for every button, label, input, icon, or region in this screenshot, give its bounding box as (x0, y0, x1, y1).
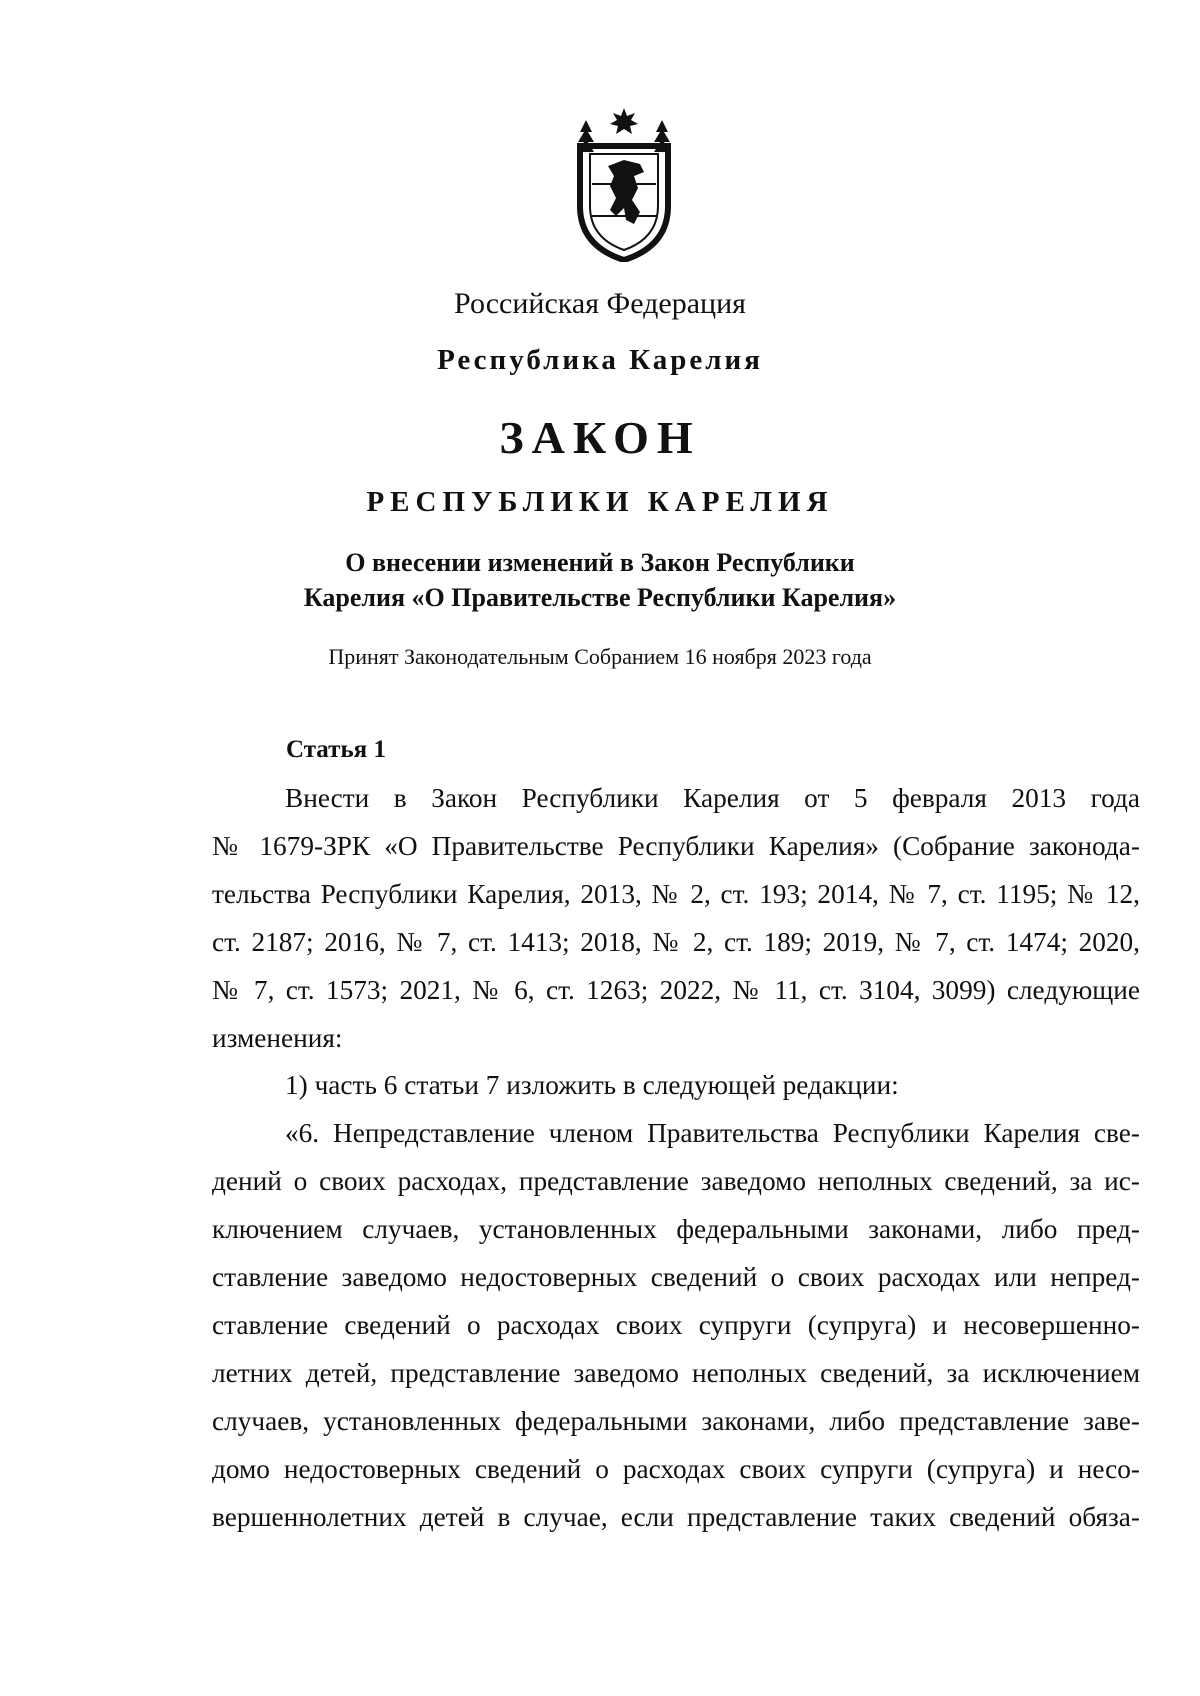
body-line: изменения: (212, 1022, 343, 1053)
coat-of-arms-icon (574, 106, 674, 262)
document-type: ЗАКОН (499, 412, 701, 463)
issuing-authority: РЕСПУБЛИКИ КАРЕЛИЯ (366, 486, 834, 518)
body-line: «6. Непредставление членом Правительства Республики Карелия све- (285, 1118, 1140, 1149)
body-line: Внести в Закон Республики Карелия от 5 февраля 2013 года (285, 783, 1140, 813)
body-line: № 7, ст. 1573; 2021, № 6, ст. 1263; 2022, № 11, ст. 3104, 3099) следующие (212, 974, 1140, 1005)
body-line: случаев, установленных федеральными законами, либо представление заве- (212, 1405, 1140, 1436)
body-line: ставление заведомо недостоверных сведений о своих расходах или непред- (212, 1262, 1140, 1293)
body-line: домо недостоверных сведений о расходах своих супруги (супруга) и несо- (212, 1453, 1140, 1484)
body-line: 1) часть 6 статьи 7 изложить в следующей редакции: (285, 1070, 899, 1101)
body-line: ключением случаев, установленных федеральными законами, либо пред- (212, 1214, 1140, 1245)
country-name: Российская Федерация (454, 287, 746, 320)
body-line: летних детей, представление заведомо неполных сведений, за исключением (212, 1357, 1140, 1388)
law-title-line-2: Карелия «О Правительстве Республики Карелия» (303, 583, 897, 612)
body-line: вершеннолетних детей в случае, если представление таких сведений обяза- (212, 1501, 1140, 1532)
body-line: дений о своих расходах, представление заведомо неполных сведений, за ис- (212, 1166, 1140, 1197)
body-line: № 1679-ЗРК «О Правительстве Республики Карелия» (Собрание законода- (212, 830, 1140, 861)
body-line: тельства Республики Карелия, 2013, № 2, ст. 193; 2014, № 7, ст. 1195; № 12, (212, 878, 1140, 909)
law-title-line-1: О внесении изменений в Закон Республики (345, 548, 855, 577)
body-line: ст. 2187; 2016, № 7, ст. 1413; 2018, № 2, ст. 189; 2019, № 7, ст. 1474; 2020, (212, 926, 1140, 957)
adoption-note: Принят Законодательным Собранием 16 ноября 2023 года (328, 644, 872, 669)
article-heading: Статья 1 (286, 736, 386, 763)
republic-name: Республика Карелия (437, 344, 763, 376)
body-line: ставление сведений о расходах своих супруги (супруга) и несовершенно- (212, 1309, 1140, 1340)
article-body (212, 775, 1140, 1542)
